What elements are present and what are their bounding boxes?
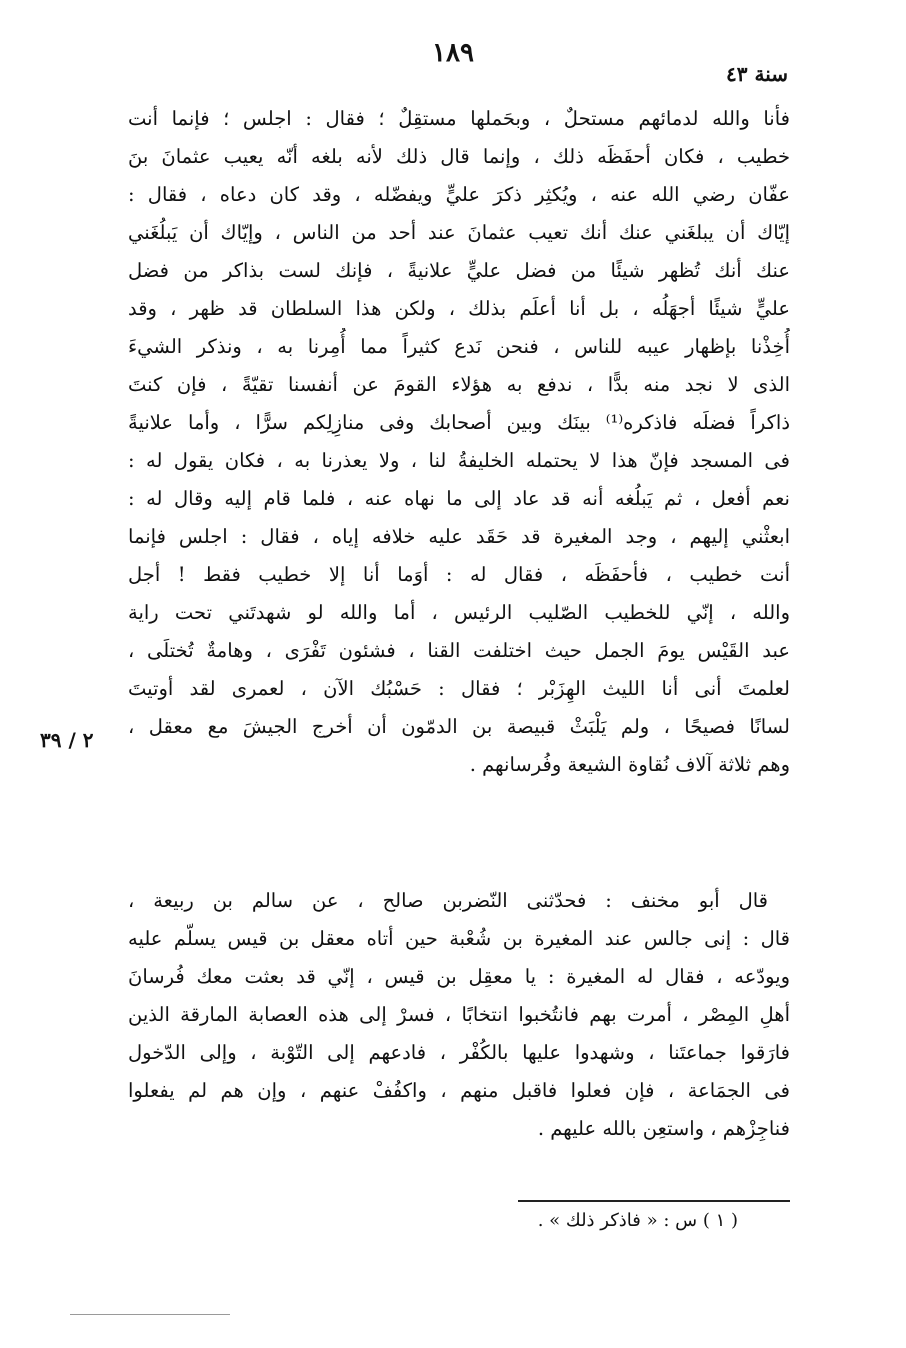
text-line: فى الجمَاعة ، فإن فعلوا فاقبل منهم ، واكفُفْ عنهم ، وإن هم لم يفعلوا [128,1079,790,1102]
margin-reference: ٢ / ٣٩ [40,728,94,752]
text-line: إيّاك أن يبلغَني عنك أنك تعيب عثمانَ عند أحد من الناس ، وإيّاك أن يَبلُغَني [128,221,790,244]
text-line: قال : إنى جالس عند المغيرة بن شُعْبة حين أتاه معقل بن قيس يسلّم عليه [128,927,790,950]
running-head: سنة ٤٣ [726,62,788,86]
paragraph-1 [128,100,790,784]
text-line: أهلِ المِصْر ، أمرت بهم فانتُخبوا انتخابًا ، فسرْ إلى هذه العصابة المارقة الذين [128,1003,790,1026]
text-line: نعم أفعل ، ثم يَبلُغه أنه قد عاد إلى ما نهاه عنه ، فلما قام إليه وقال له : [128,487,790,510]
text-line: والله ، إنّي للخطيب الصّليب الرئيس ، أما والله لو شهدتَني تحت راية [128,601,790,624]
footnote-divider [518,1200,790,1202]
text-line: عنك أنك تُظهر شيئًا من فضل عليٍّ علانيةً ، فإنك لست بذاكر من فضل [128,259,790,282]
text-line: أُخِذْنا بإظهار عيبه للناس ، فنحن نَدع كثيراً مما أُمِرنا به ، ونذكر الشيءَ [128,335,790,358]
footnote: ( ١ ) س : « فاذكر ذلك » . [537,1210,738,1231]
text-line: عفّان رضي الله عنه ، ويُكثِر ذكرَ عليٍّ ويفضّله ، وقد كان دعاه ، فقال : [128,183,790,206]
text-line: فارَقوا جماعتَنا ، وشهدوا عليها بالكُفْر ، فادعهم إلى التّوْبة ، وإلى الدّخول [128,1041,790,1064]
paragraph-2 [128,882,790,1148]
text-line: ابعثْني إليهم ، وجد المغيرة قد حَقَد عليه خلافه إياه ، فقال : اجلس فإنما [128,525,790,548]
text-line: فناجِزْهم ، واستعِن بالله عليهم . [537,1117,790,1140]
text-line: خطيب ، فكان أحفَظَه ذلك ، وإنما قال ذلك لأنه بلغه أنّه يعيب عثمانَ بنَ [128,145,790,168]
text-line: عليٍّ شيئًا أجهَلُه ، بل أنا أعلَم بذلك ، ولكن هذا السلطان قد ظهر ، وقد [128,297,790,320]
page-number: ١٨٩ [432,38,474,68]
text-line: الذى لا نجد منه بدًّا ، ندفع به هؤلاء القومَ عن أنفسنا تقيّةً ، فإن كنتَ [128,373,790,396]
text-line: وهم ثلاثة آلاف نُقاوة الشيعة وفُرسانهم . [469,753,790,776]
text-line: ذاكراً فضلَه فاذكره⁽¹⁾ بينَك وبين أصحابك وفى منازِلِكم سرًّا ، وأما علانيةً [128,411,790,434]
text-line: لسانًا فصيحًا ، ولم يَلْبَثْ قبيصة بن الدمّون أن أخرج الجيشَ مع معقل ، [128,715,790,738]
text-line: قال أبو مخنف : فحدّثنى النّضربن صالح ، عن سالم بن ربيعة ، [128,889,768,912]
text-line: فأنا والله لدمائهم مستحلٌ ، وبحَملها مستقِلٌ ؛ فقال : اجلس ؛ فإنما أنت [128,107,790,130]
scan-edge-line [70,1314,230,1315]
text-line: فى المسجد فإنّ هذا لا يحتمله الخليفةُ لنا ، ولا يعذرنا به ، فكان يقول له : [128,449,790,472]
text-line: ويودّعه ، فقال له المغيرة : يا معقِل بن قيس ، إنّي قد بعثت معك فُرسانَ [128,965,790,988]
text-line: عبد القَيْس يومَ الجمل حيث اختلفت القنا ، فشئون تَفْرَى ، وهامةٌ تُختلَى ، [128,639,790,662]
text-line: لعلمتَ أنى أنا الليث الهِزَبْر ؛ فقال : حَسْبُك الآن ، لعمرى لقد أوتيتَ [128,677,790,700]
text-line: أنت خطيب ، فأحفَظَه ، فقال له : أوَما أنا إلا خطيب فقط ! أجل [128,563,790,586]
